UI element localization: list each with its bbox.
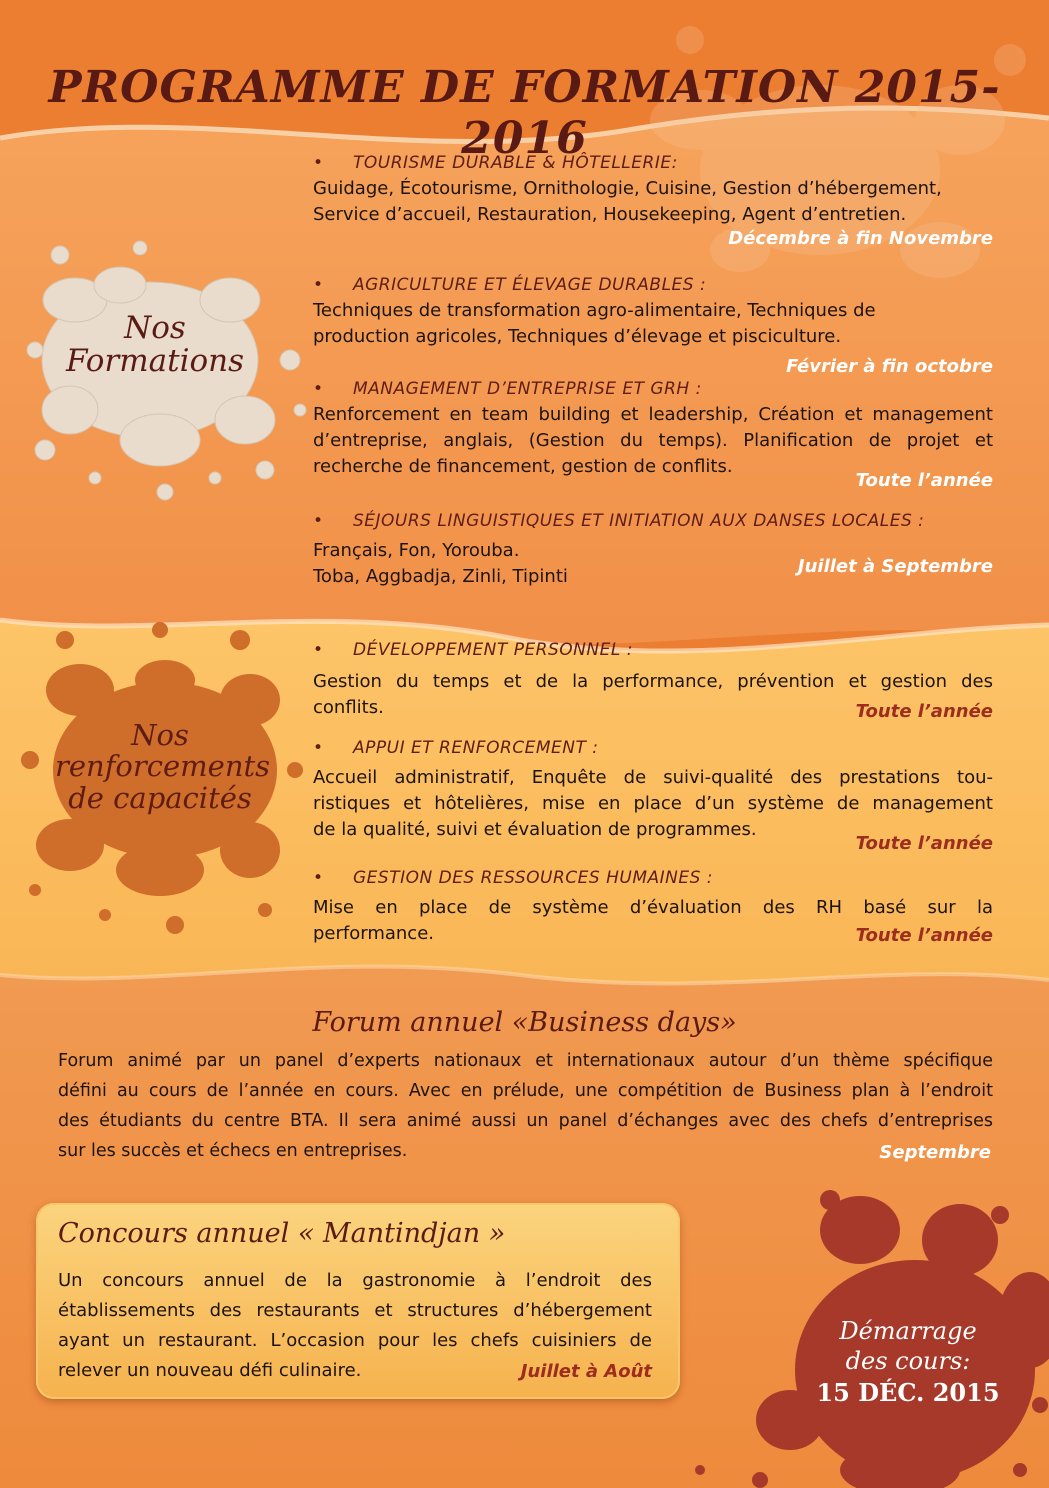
formations-badge (55, 312, 255, 379)
formation-item (313, 376, 993, 491)
formation-item-title: • MANAGEMENT D’ENTREPRISE ET GRH : (313, 376, 993, 402)
bullet-icon: • (313, 511, 324, 531)
renforcement-item-period: Toute l’année (855, 925, 993, 946)
renforcement-item-title: • DÉVELOPPEMENT PERSONNEL : (313, 637, 993, 663)
forum-title: Forum annuel «Business days» (312, 1007, 737, 1038)
page-title: PROGRAMME DE FORMATION 2015-2016 (48, 62, 1001, 164)
start-date-line2: des cours: (845, 1347, 971, 1375)
renforcement-item-period: Toute l’année (855, 701, 993, 722)
renforcement-item-title: • APPUI ET RENFORCEMENT : (313, 735, 993, 761)
bullet-icon: • (313, 738, 324, 758)
bullet-icon: • (313, 275, 324, 295)
formations-badge-line2: Formations (65, 343, 245, 380)
forum-period: Septembre (879, 1142, 991, 1163)
formation-item-period: Juillet à Septembre (797, 556, 993, 577)
concours-period: Juillet à Août (520, 1361, 652, 1382)
bullet-icon: • (313, 640, 324, 660)
renforcements-badge (55, 718, 271, 815)
formation-item-period: Toute l’année (855, 470, 993, 491)
renforcements-badge-line3: de capacités (68, 780, 252, 815)
bullet-icon: • (313, 868, 324, 888)
formation-item (313, 508, 993, 590)
formation-item-text: Guidage, Écotourisme, Ornithologie, Cuisine, Gestion d’hébergement, Service d’accueil, Restauration, Housekeeping, Agent d’entretien. (313, 178, 942, 225)
renforcement-item-period: Toute l’année (855, 833, 993, 854)
renforcement-item (313, 735, 993, 854)
renforcement-item-text: Mise en place de système d’évaluation des RH basé sur la performance. (313, 897, 993, 944)
formation-item (313, 150, 993, 249)
formations-badge-line1: Nos (124, 310, 186, 346)
start-date-value: 15 DÉC. 2015 (816, 1378, 1000, 1407)
formation-item-title: • TOURISME DURABLE & HÔTELLERIE: (313, 150, 993, 176)
concours-title: Concours annuel « Mantindjan » (58, 1218, 506, 1249)
formation-item (313, 272, 993, 377)
renforcement-item-text: Gestion du temps et de la performance, prévention et gestion des conflits. (313, 671, 993, 718)
bullet-icon: • (313, 379, 324, 399)
renforcements-badge-line2: renforcements (55, 749, 271, 784)
forum-text: Forum animé par un panel d’experts nationaux et internationaux autour d’un thème spécifique défini au cours de l’année en cours. Avec en prélude, une compétition de Business plan à l’endroit des étudiants du centre BTA. Il sera animé aussi un panel d’échanges avec des chefs d’entreprises sur les succès et échecs en entreprises. (58, 1051, 993, 1161)
renforcement-item (313, 865, 993, 947)
start-date-line1: Démarrage (839, 1317, 977, 1345)
formation-item-text: Techniques de transformation agro-alimentaire, Techniques de production agricoles, Techniques d’élevage et pisciculture. (313, 300, 876, 347)
concours-text: Un concours annuel de la gastronomie à l’endroit des établissements des restaurants et structures d’hébergement ayant un restaurant. L’occasion pour les chefs cuisiniers de relever un nouveau défi culinaire. (58, 1270, 652, 1381)
formation-item-period: Décembre à fin Novembre (728, 228, 993, 249)
renforcement-item (313, 637, 993, 721)
formation-item-text: Français, Fon, Yorouba. Toba, Aggbadja, Zinli, Tipinti (313, 540, 568, 587)
formation-item-title: • SÉJOURS LINGUISTIQUES ET INITIATION AUX DANSES LOCALES : (313, 508, 993, 534)
formation-item-text: Renforcement en team building et leadership, Création et management d’entreprise, anglais, (Gestion du temps). Planification de projet et recherche de financement, gestion de conflits. (313, 404, 993, 477)
renforcements-badge-line1: Nos (131, 718, 189, 752)
formation-item-title: • AGRICULTURE ET ÉLEVAGE DURABLES : (313, 272, 993, 298)
formation-item-period: Février à fin octobre (786, 356, 993, 377)
bullet-icon: • (313, 153, 324, 173)
start-date-badge (798, 1316, 1018, 1410)
renforcement-item-text: Accueil administratif, Enquête de suivi-qualité des prestations tou- ristiques et hôtelières, mise en place d’un système de management de la qualité, suivi et évaluation de programmes. (313, 767, 993, 840)
renforcement-item-title: • GESTION DES RESSOURCES HUMAINES : (313, 865, 993, 891)
